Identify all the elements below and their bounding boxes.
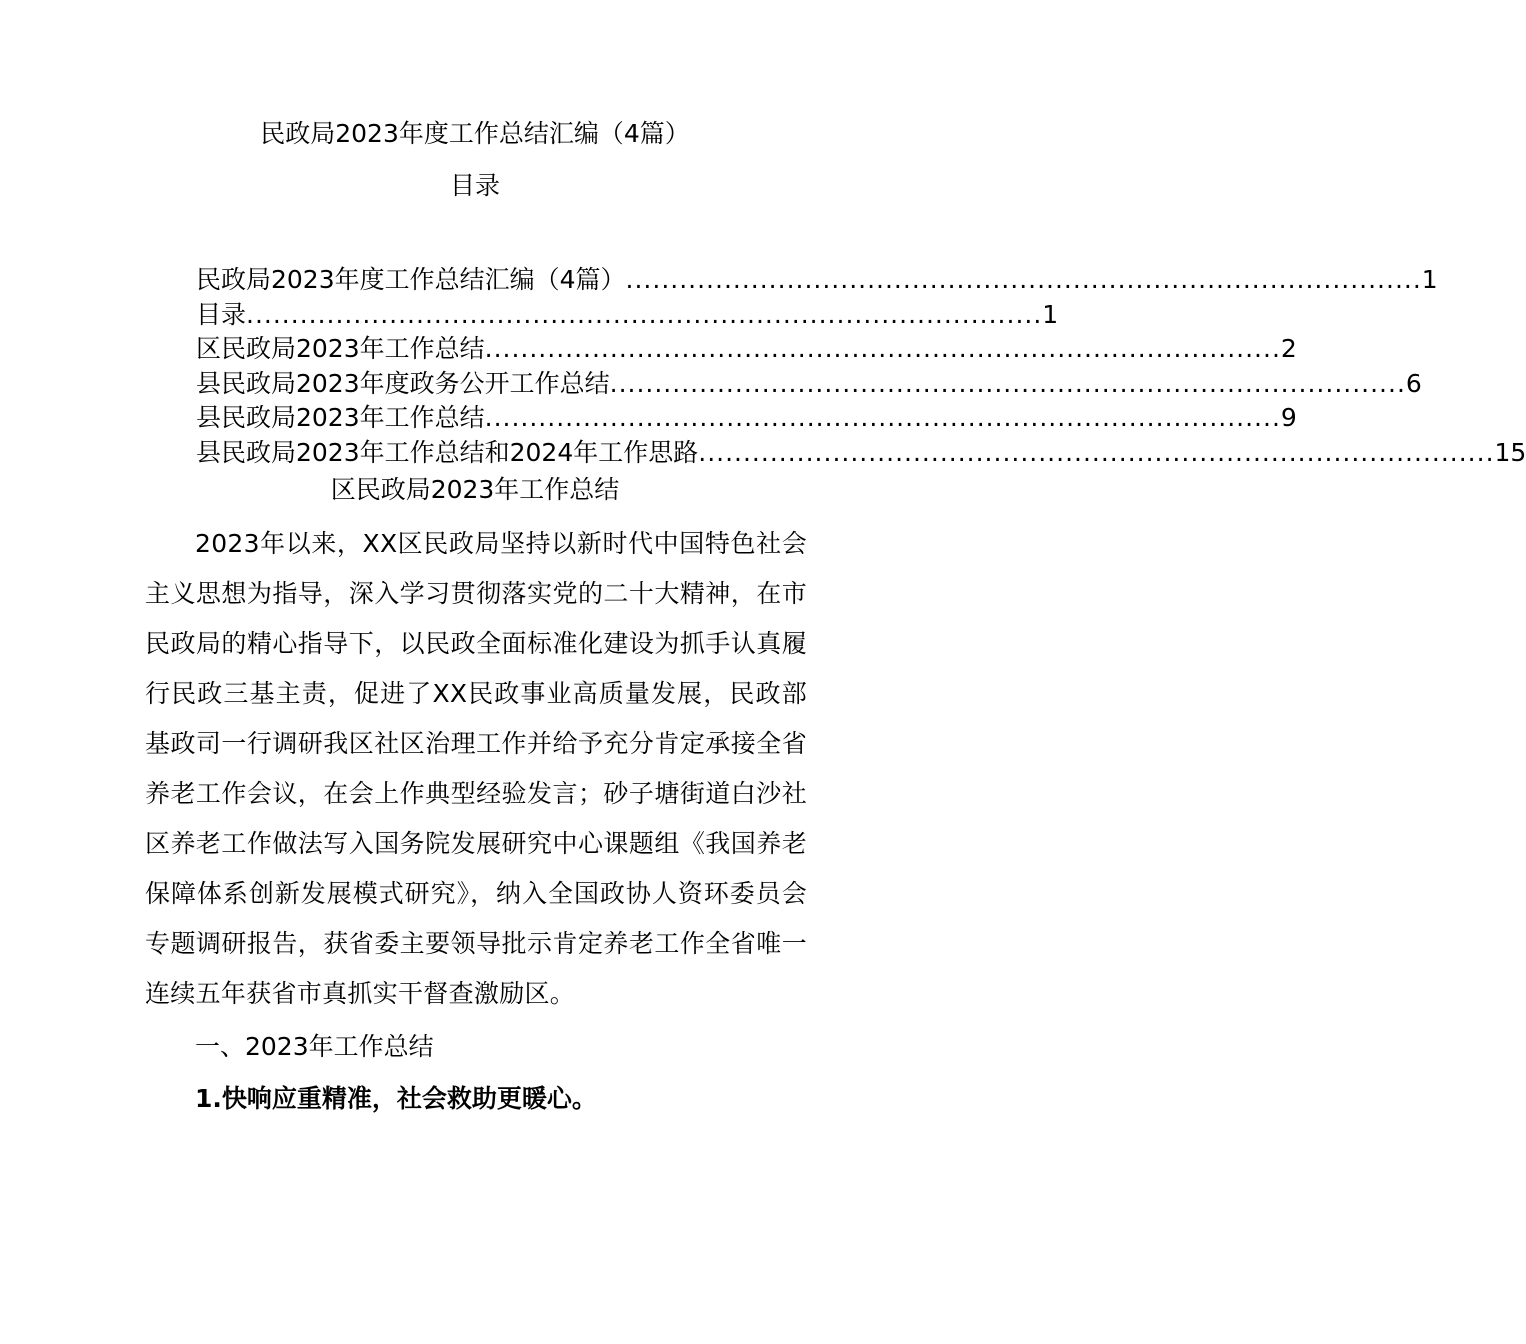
toc-entry-page: 1 — [1421, 265, 1438, 294]
toc-entry[interactable] — [196, 401, 1297, 436]
toc-entry[interactable] — [196, 332, 1297, 367]
toc-entry-page: 2 — [1280, 334, 1297, 363]
toc-entry-page: 15 — [1494, 437, 1526, 467]
toc-entry-text: 民政局2023年度工作总结汇编（4篇） — [196, 265, 626, 294]
toc-entry-text: 县民政局2023年度政务公开工作总结 — [196, 368, 610, 398]
section-title: 区民政局2023年工作总结 — [330, 475, 620, 504]
toc-entry-page: 1 — [1042, 299, 1059, 329]
toc-entry[interactable] — [196, 263, 1438, 298]
toc-leader-dots: ......................................................................................... — [484, 403, 1281, 432]
toc-entry[interactable] — [196, 367, 1422, 402]
toc-entry-text: 县民政局2023年工作总结和2024年工作思路 — [196, 437, 699, 467]
toc-leader-dots: ......................................................................................... — [625, 265, 1422, 294]
heading-level-1: 一、2023年工作总结 — [195, 1032, 434, 1061]
toc-heading: 目录 — [449, 171, 500, 200]
heading-level-2: 1.快响应重精准，社会救助更暖心。 — [195, 1084, 597, 1113]
document-title: 民政局2023年度工作总结汇编（4篇） — [260, 119, 690, 148]
intro-paragraph: 2023年以来，XX区民政局坚持以新时代中国特色社会主义思想为指导，深入学习贯彻落实党的二十大精神，在市民政局的精心指导下，以民政全面标准化建设为抓手认真履行民政三基主责，促进了XX民政事业高质量发展，民政部基政司一行调研我区社区治理工作并给予充分肯定承接全省养老工作会议，在会上作典型经验发言；砂子塘街道白沙社区养老工作做法写入国务院发展研究中心课题组《我国养老保障体系创新发展模式研究》，纳入全国政协人资环委员会专题调研报告，获省委主要领导批示肯定养老工作全省唯一连续五年获省市真抓实干督查激励区。 — [145, 529, 807, 1008]
toc-leader-dots: ......................................................................................... — [484, 334, 1281, 363]
toc-entry-page: 9 — [1280, 403, 1297, 432]
toc-entry-page: 6 — [1405, 368, 1422, 398]
toc-entry-text: 县民政局2023年工作总结 — [196, 403, 485, 432]
toc-leader-dots: ......................................................................................... — [698, 437, 1495, 467]
toc-entry-text: 目录 — [196, 299, 247, 329]
table-of-contents — [196, 263, 1526, 470]
toc-entry[interactable] — [196, 436, 1526, 471]
toc-entry-text: 区民政局2023年工作总结 — [196, 334, 485, 363]
toc-entry[interactable] — [196, 298, 1059, 333]
toc-leader-dots: ......................................................................................... — [246, 299, 1043, 329]
toc-leader-dots: ......................................................................................... — [609, 368, 1406, 398]
